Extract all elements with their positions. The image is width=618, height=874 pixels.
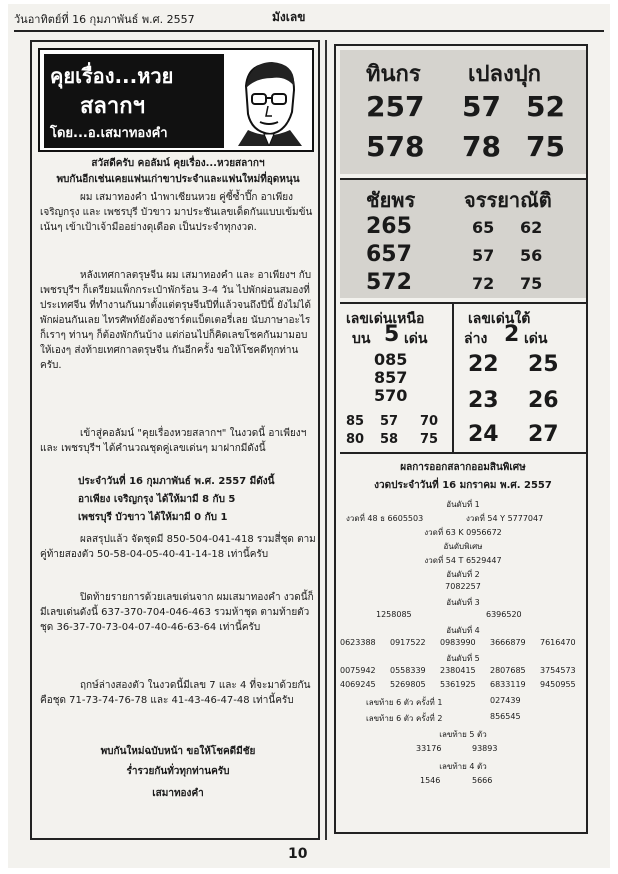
lower-label-2: เด่น	[524, 331, 548, 347]
upper-count: 5	[384, 322, 400, 347]
prize-3-number: 1258085	[376, 610, 412, 619]
last5-label: เลขท้าย 5 ตัว	[439, 730, 487, 739]
column-divider	[325, 40, 327, 840]
closing-2: ร่ำรวยกันทั่วทุกท่านครับ	[126, 766, 230, 777]
pick-number: 572	[366, 270, 412, 295]
paragraph-1: ผม เสมาทองคำ นำพาเซียนหวย คู่ซี้ซ้ำปึ๊ก อาเพียง เจริญกรุง และ เพชรบุรี บัวขาว มาประชันเลขเด็ดกันแบบเข้มข้น เน้นๆ เข้าเป้าเจ้ามืออย่างดุเดือด เป็นประจำทุกงวด.	[40, 192, 313, 233]
lottery-column	[334, 44, 588, 834]
prize-1-number: งวดที่ 54 Y 5777047	[466, 514, 544, 523]
pick-number: 75	[520, 274, 543, 293]
issue-date: วันอาทิตย์ที่ 16 กุมภาพันธ์ พ.ศ. 2557	[14, 13, 195, 26]
prize-5-number: 5361925	[440, 680, 476, 689]
last4-label: เลขท้าย 4 ตัว	[439, 762, 487, 771]
last4-number: 1546	[420, 776, 441, 785]
prize-5-number: 5269805	[390, 680, 426, 689]
prize-5-number: 2807685	[490, 666, 526, 675]
article-column	[30, 40, 320, 840]
upper-label-2: เด่น	[404, 331, 428, 347]
prize-5-number: 3754573	[540, 666, 576, 675]
upper-small-number: 80	[346, 432, 365, 447]
pick-number: 57	[472, 246, 495, 265]
pick-number: 56	[520, 246, 543, 265]
upper-small-number: 85	[346, 414, 365, 429]
prize-5-number: 0075942	[340, 666, 376, 675]
prize-1-number: งวดที่ 63 K 0956672	[424, 528, 502, 537]
pick-number: 75	[526, 130, 565, 163]
publication-brand: มังเลข	[272, 10, 306, 24]
pick-box-1-name-2: เปลงปุก	[468, 62, 541, 87]
lower-number: 23	[468, 388, 499, 413]
last5-number: 93893	[472, 744, 498, 753]
paragraph-6: ฤกษ์ล่างสองตัว ในงวดนี้มีเลข 7 และ 4 ที่จะมาด้วยกันคือชุด 71-73-74-76-78 และ 41-43-46-47-48 เท่านี้ครับ	[40, 680, 311, 706]
prize-5-number: 4069245	[340, 680, 376, 689]
paragraph-4: ผลสรุปแล้ว จัดชุดมี 850-504-041-418 รวมสี่ชุด ตามคู่ท้ายสองตัว 50-58-04-05-40-41-14-18 เท่านี้ครับ	[40, 534, 316, 560]
greeting: สวัสดีครับ คอลัมน์ คุยเรื่อง...หวยสลากฯ	[91, 158, 265, 169]
pick-number: 78	[462, 130, 501, 163]
prize-5-label: อันดับที่ 5	[446, 654, 480, 663]
page-header	[14, 6, 604, 26]
prize-4-label: อันดับที่ 4	[446, 626, 480, 635]
signature: เสมาทองคำ	[152, 788, 204, 799]
upper-label: บน	[352, 331, 371, 347]
prize-5-number: 6833119	[490, 680, 526, 689]
pick-number: 265	[366, 214, 412, 239]
pick-number: 57	[462, 90, 501, 123]
last6-1-number: 027439	[490, 696, 521, 705]
pick-number: 52	[526, 90, 565, 123]
lower-label: ล่าง	[464, 331, 488, 347]
lower-number: 24	[468, 422, 499, 447]
prize-2-label: อันดับที่ 2	[446, 570, 480, 579]
prize-2-number: 7082257	[445, 582, 481, 591]
lower-number: 26	[528, 388, 559, 413]
upper-small-number: 58	[380, 432, 399, 447]
pick-box-2-name-1: ชัยพร	[366, 188, 416, 212]
special-prize-label: อันดับพิเศษ	[443, 542, 483, 551]
pick-box-1-name-1: ทินกร	[366, 62, 421, 87]
pick-number: 657	[366, 242, 412, 267]
prize-1-number: งวดที่ 48 ธ 6605503	[346, 514, 424, 523]
pick-number: 578	[366, 130, 425, 163]
prize-3-label: อันดับที่ 3	[446, 598, 480, 607]
lower-number: 25	[528, 352, 559, 377]
lower-number: 27	[528, 422, 559, 447]
banner-title: คุยเรื่อง...หวย	[50, 64, 174, 88]
prize-5-number: 0558339	[390, 666, 426, 675]
closing-1: พบกันใหม่ฉบับหน้า ขอให้โชคดีมีชัย	[100, 746, 256, 757]
upper-title: เลขเด่นเหนือ	[346, 311, 425, 327]
upper-number: 085	[374, 350, 408, 369]
special-prize-number: งวดที่ 54 T 6529447	[424, 556, 502, 565]
last6-2-number: 856545	[490, 712, 521, 721]
paragraph-5: ปิดท้ายรายการด้วยเลขเด่นจาก ผมเสมาทองคำ งวดนี้ก็มีเลขเด่นดังนี้ 637-370-704-046-463 รวมห้าชุด ตามท้ายตัวชุด 36-37-70-73-04-07-40-46-63-64 เท่านี้ครับ	[40, 592, 314, 633]
upper-small-number: 75	[420, 432, 439, 447]
results-subtitle: งวดประจำวันที่ 16 มกราคม พ.ศ. 2557	[374, 480, 552, 491]
pick-number: 62	[520, 218, 543, 237]
last4-number: 5666	[472, 776, 493, 785]
pick-number: 257	[366, 90, 425, 123]
intro-line: พบกันอีกเช่นเคยแฟนเก่าขาประจำและแฟนใหม่ที่อุดหนุน	[56, 174, 300, 185]
prediction-1: อาเพียง เจริญกรุง ได้ให้มามี 8 กับ 5	[78, 494, 236, 505]
prize-4-number: 0983990	[440, 638, 476, 647]
prize-4-number: 3666879	[490, 638, 526, 647]
pick-box-2	[340, 178, 586, 298]
lower-number: 22	[468, 352, 499, 377]
upper-small-number: 57	[380, 414, 399, 429]
lower-title: เลขเด่นใต้	[468, 311, 531, 327]
prediction-2: เพชรบุรี บัวขาว ได้ให้มามี 0 กับ 1	[78, 512, 228, 523]
featured-divider	[452, 304, 454, 452]
upper-number: 857	[374, 368, 408, 387]
prize-5-number: 9450955	[540, 680, 576, 689]
columnist-caricature-icon	[228, 56, 310, 146]
banner-byline: โดย...อ.เสมาทองคำ	[50, 126, 168, 141]
results-title: ผลการออกสลากออมสินพิเศษ	[400, 462, 526, 473]
featured-numbers-box	[340, 302, 586, 454]
prize-4-number: 0623388	[340, 638, 376, 647]
pick-box-2-name-2: จรรยาณัติ	[464, 188, 552, 212]
paragraph-2: หลังเทศกาลตรุษจีน ผม เสมาทองคำ และ อาเพียงฯ กับ เพชรบุรีฯ ก็เตรียมแพ็กกระเป๋าพักร้อน 3-4 วัน ไปพักผ่อนสมองที่ประเทศจีน ที่ทำงานกันมาตั้งแต่ตรุษจีนปีที่แล้วจนถึงปีนี้ ยังไม่ได้พักผ่อนกันเลย ไทรศัพท์ยังต้องชาร์ตแบ็ตเตอรี่เลย นับภาษาอะไรก็เราๆ ท่านๆ ก็ต้องพักกันบ้าง แต่ก่อนไปก็คิดเลขโชคกันมามอบให้เองๆ ส่งท้ายเทศกาลตรุษจีน กันอีกครั้ง ขอให้โชคดีทุกท่านครับ.	[40, 270, 312, 371]
last5-number: 33176	[416, 744, 442, 753]
pick-number: 72	[472, 274, 495, 293]
pick-box-1	[340, 50, 586, 174]
prize-5-number: 2380415	[440, 666, 476, 675]
upper-small-number: 70	[420, 414, 439, 429]
pick-number: 65	[472, 218, 495, 237]
prize-4-number: 7616470	[540, 638, 576, 647]
page-number: 10	[288, 846, 308, 862]
banner-subtitle: สลากฯ	[80, 94, 145, 119]
draw-date-line: ประจำวันที่ 16 กุมภาพันธ์ พ.ศ. 2557 มีดังนี้	[78, 476, 275, 487]
prize-1-label: อันดับที่ 1	[446, 500, 480, 509]
header-rule	[14, 30, 604, 32]
upper-number: 570	[374, 386, 408, 405]
paragraph-3: เข้าสู่คอลัมน์ "คุยเรื่องหวยสลากฯ" ในงวดนี้ อาเพียงฯ และ เพชรบุรีฯ ได้คำนวณชุดคู่เลขเด่นๆ มาฝากมีดังนี้	[40, 428, 307, 454]
lower-count: 2	[504, 322, 520, 347]
column-banner	[38, 48, 314, 152]
prize-4-number: 0917522	[390, 638, 426, 647]
prize-3-number: 6396520	[486, 610, 522, 619]
last6-2-label: เลขท้าย 6 ตัว ครั้งที่ 2	[366, 714, 443, 723]
last6-1-label: เลขท้าย 6 ตัว ครั้งที่ 1	[366, 698, 443, 707]
